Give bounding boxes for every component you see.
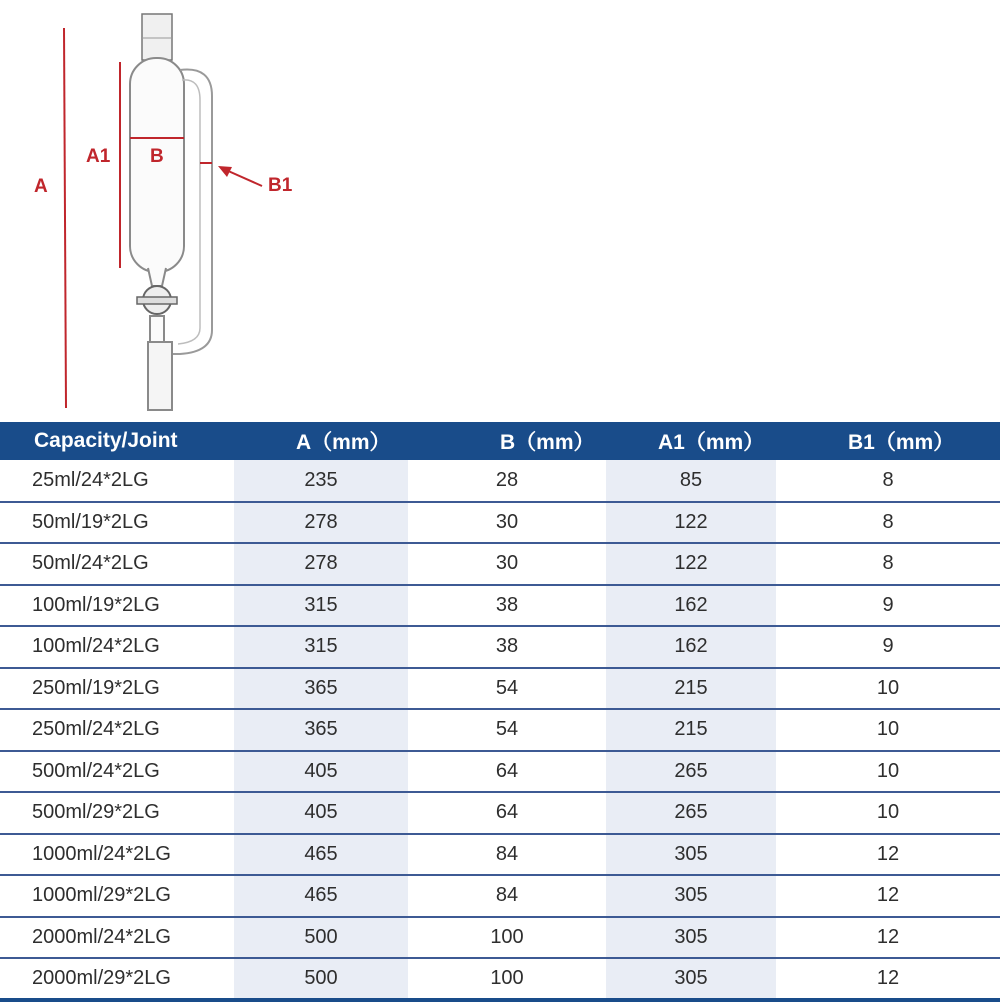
a-mm-cell: 278: [234, 502, 408, 544]
b-mm-cell: 64: [408, 792, 606, 834]
a1-mm-cell: 265: [606, 792, 776, 834]
a1-mm-cell: 162: [606, 626, 776, 668]
funnel-neck: [148, 268, 166, 286]
table-row: [0, 460, 1000, 502]
capacity-joint-cell: 1000ml/29*2LG: [0, 875, 234, 917]
label-b1: B1: [268, 175, 293, 196]
b1-mm-cell: 9: [776, 626, 1000, 668]
b-mm-cell: 54: [408, 668, 606, 710]
funnel-stem: [150, 316, 164, 344]
b1-mm-cell: 10: [776, 792, 1000, 834]
b1-mm-cell: 9: [776, 585, 1000, 627]
header-capacity-joint: Capacity/Joint: [34, 429, 178, 452]
a-mm-cell: 465: [234, 834, 408, 876]
a-mm-cell: 278: [234, 543, 408, 585]
a1-mm-cell: 162: [606, 585, 776, 627]
b-mm-cell: 54: [408, 709, 606, 751]
table-row: [0, 917, 1000, 959]
bottom-joint: [148, 342, 172, 410]
specifications-table: [0, 422, 1000, 1002]
dimension-line-a: [64, 28, 66, 408]
b1-mm-cell: 10: [776, 668, 1000, 710]
table-body: [0, 460, 1000, 1000]
b1-mm-cell: 10: [776, 751, 1000, 793]
a-mm-cell: 315: [234, 585, 408, 627]
a1-mm-cell: 265: [606, 751, 776, 793]
label-b: B: [150, 146, 164, 167]
capacity-joint-cell: 25ml/24*2LG: [0, 460, 234, 502]
a-mm-cell: 315: [234, 626, 408, 668]
table-header-row: [0, 422, 1000, 460]
capacity-joint-cell: 50ml/24*2LG: [0, 543, 234, 585]
capacity-joint-cell: 500ml/24*2LG: [0, 751, 234, 793]
a1-mm-cell: 305: [606, 958, 776, 1000]
b-mm-cell: 64: [408, 751, 606, 793]
b-mm-cell: 100: [408, 917, 606, 959]
b1-mm-cell: 8: [776, 543, 1000, 585]
table-row: [0, 751, 1000, 793]
b1-mm-cell: 8: [776, 460, 1000, 502]
table-row: [0, 709, 1000, 751]
funnel-diagram: [0, 0, 1000, 420]
capacity-joint-cell: 1000ml/24*2LG: [0, 834, 234, 876]
a-mm-cell: 405: [234, 751, 408, 793]
capacity-joint-cell: 100ml/19*2LG: [0, 585, 234, 627]
b1-arrow-shaft: [226, 170, 262, 186]
b-mm-cell: 84: [408, 875, 606, 917]
a-mm-cell: 365: [234, 668, 408, 710]
a1-mm-cell: 305: [606, 834, 776, 876]
table-row: [0, 834, 1000, 876]
a1-mm-cell: 85: [606, 460, 776, 502]
a-mm-cell: 405: [234, 792, 408, 834]
b-mm-cell: 38: [408, 585, 606, 627]
capacity-joint-cell: 250ml/24*2LG: [0, 709, 234, 751]
stopcock-handle: [137, 297, 177, 304]
b-mm-cell: 30: [408, 502, 606, 544]
a1-mm-cell: 215: [606, 709, 776, 751]
a-mm-cell: 500: [234, 958, 408, 1000]
table-row: [0, 543, 1000, 585]
capacity-joint-cell: 500ml/29*2LG: [0, 792, 234, 834]
a-mm-cell: 235: [234, 460, 408, 502]
b1-mm-cell: 12: [776, 917, 1000, 959]
table-row: [0, 958, 1000, 1000]
capacity-joint-cell: 100ml/24*2LG: [0, 626, 234, 668]
a1-mm-cell: 122: [606, 543, 776, 585]
b-mm-cell: 38: [408, 626, 606, 668]
table-row: [0, 668, 1000, 710]
capacity-joint-cell: 2000ml/24*2LG: [0, 917, 234, 959]
a1-mm-cell: 215: [606, 668, 776, 710]
b1-mm-cell: 8: [776, 502, 1000, 544]
b-mm-cell: 100: [408, 958, 606, 1000]
b1-mm-cell: 10: [776, 709, 1000, 751]
b-mm-cell: 30: [408, 543, 606, 585]
top-stopper: [142, 14, 172, 60]
a-mm-cell: 365: [234, 709, 408, 751]
header-b1-mm: B1（mm）: [848, 431, 955, 454]
b-mm-cell: 84: [408, 834, 606, 876]
a1-mm-cell: 305: [606, 917, 776, 959]
header-b-mm: B（mm）: [500, 431, 595, 454]
pressure-equalizing-funnel-illustration: [0, 0, 1000, 420]
label-a: A: [34, 176, 48, 197]
label-a1: A1: [86, 146, 111, 167]
capacity-joint-cell: 50ml/19*2LG: [0, 502, 234, 544]
table-row: [0, 585, 1000, 627]
header-a1-mm: A1（mm）: [658, 431, 765, 454]
a1-mm-cell: 305: [606, 875, 776, 917]
table-row: [0, 792, 1000, 834]
table-row: [0, 626, 1000, 668]
b1-mm-cell: 12: [776, 834, 1000, 876]
b1-mm-cell: 12: [776, 958, 1000, 1000]
table-row: [0, 502, 1000, 544]
a-mm-cell: 500: [234, 917, 408, 959]
specifications-table-container: [0, 422, 1000, 1000]
b-mm-cell: 28: [408, 460, 606, 502]
a-mm-cell: 465: [234, 875, 408, 917]
capacity-joint-cell: 250ml/19*2LG: [0, 668, 234, 710]
header-a-mm: A（mm）: [296, 431, 391, 454]
table-row: [0, 875, 1000, 917]
capacity-joint-cell: 2000ml/29*2LG: [0, 958, 234, 1000]
a1-mm-cell: 122: [606, 502, 776, 544]
b1-mm-cell: 12: [776, 875, 1000, 917]
